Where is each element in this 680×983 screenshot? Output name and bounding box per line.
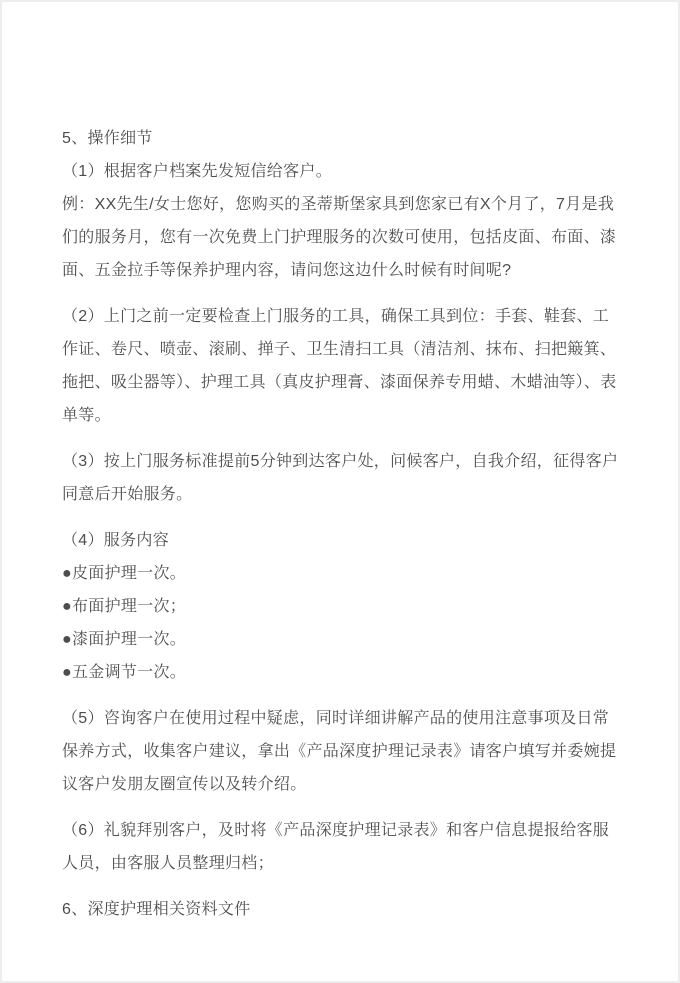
step-3-paragraph: （3）按上门服务标准提前5分钟到达客户处，问候客户，自我介绍，征得客户同意后开始服务。 (62, 453, 619, 503)
sms-example-text: 例：XX先生/女士您好，您购买的圣蒂斯堡家具到您家已有X个月了，7月是我们的服务月，您有一次免费上门护理服务的次数可使用，包括皮面、布面、漆面、五金拉手等保养护理内容，请问您这边什么时候有时间呢? (62, 196, 617, 279)
section-operation-details (62, 122, 620, 287)
bullet-paint-care: ●漆面护理一次。 (62, 631, 187, 648)
bullet-fabric-care: ●布面护理一次； (62, 598, 187, 615)
service-content-heading: （4）服务内容 (62, 532, 169, 549)
step-6-paragraph: （6）礼貌拜别客户，及时将《产品深度护理记录表》和客户信息提报给客服人员，由客服人员整理归档； (62, 822, 610, 872)
step-1-send-sms: （1）根据客户档案先发短信给客户。 (62, 163, 332, 180)
step-5-consult-customer (62, 702, 620, 801)
step-6-farewell (62, 814, 620, 880)
section-care-documents (62, 893, 620, 926)
section-service-content (62, 524, 620, 689)
heading-care-documents: 6、深度护理相关资料文件 (62, 901, 251, 918)
step-2-check-tools (62, 300, 620, 432)
step-5-paragraph: （5）咨询客户在使用过程中疑虑，同时详细讲解产品的使用注意事项及日常保养方式，收集客户建议，拿出《产品深度护理记录表》请客户填写并委婉提议客户发朋友圈宣传以及转介绍。 (62, 710, 617, 793)
bullet-leather-care: ●皮面护理一次。 (62, 565, 187, 582)
step-2-paragraph: （2）上门之前一定要检查上门服务的工具，确保工具到位：手套、鞋套、工作证、卷尺、喷壶、滚刷、掸子、卫生清扫工具（清洁剂、抹布、扫把簸箕、拖把、吸尘器等）、护理工具（真皮护理膏、漆面保养专用蜡、木蜡油等）、表单等。 (62, 308, 617, 424)
step-3-arrival (62, 445, 620, 511)
heading-operation-details: 5、操作细节 (62, 130, 153, 147)
bullet-hardware-adjust: ●五金调节一次。 (62, 664, 187, 681)
